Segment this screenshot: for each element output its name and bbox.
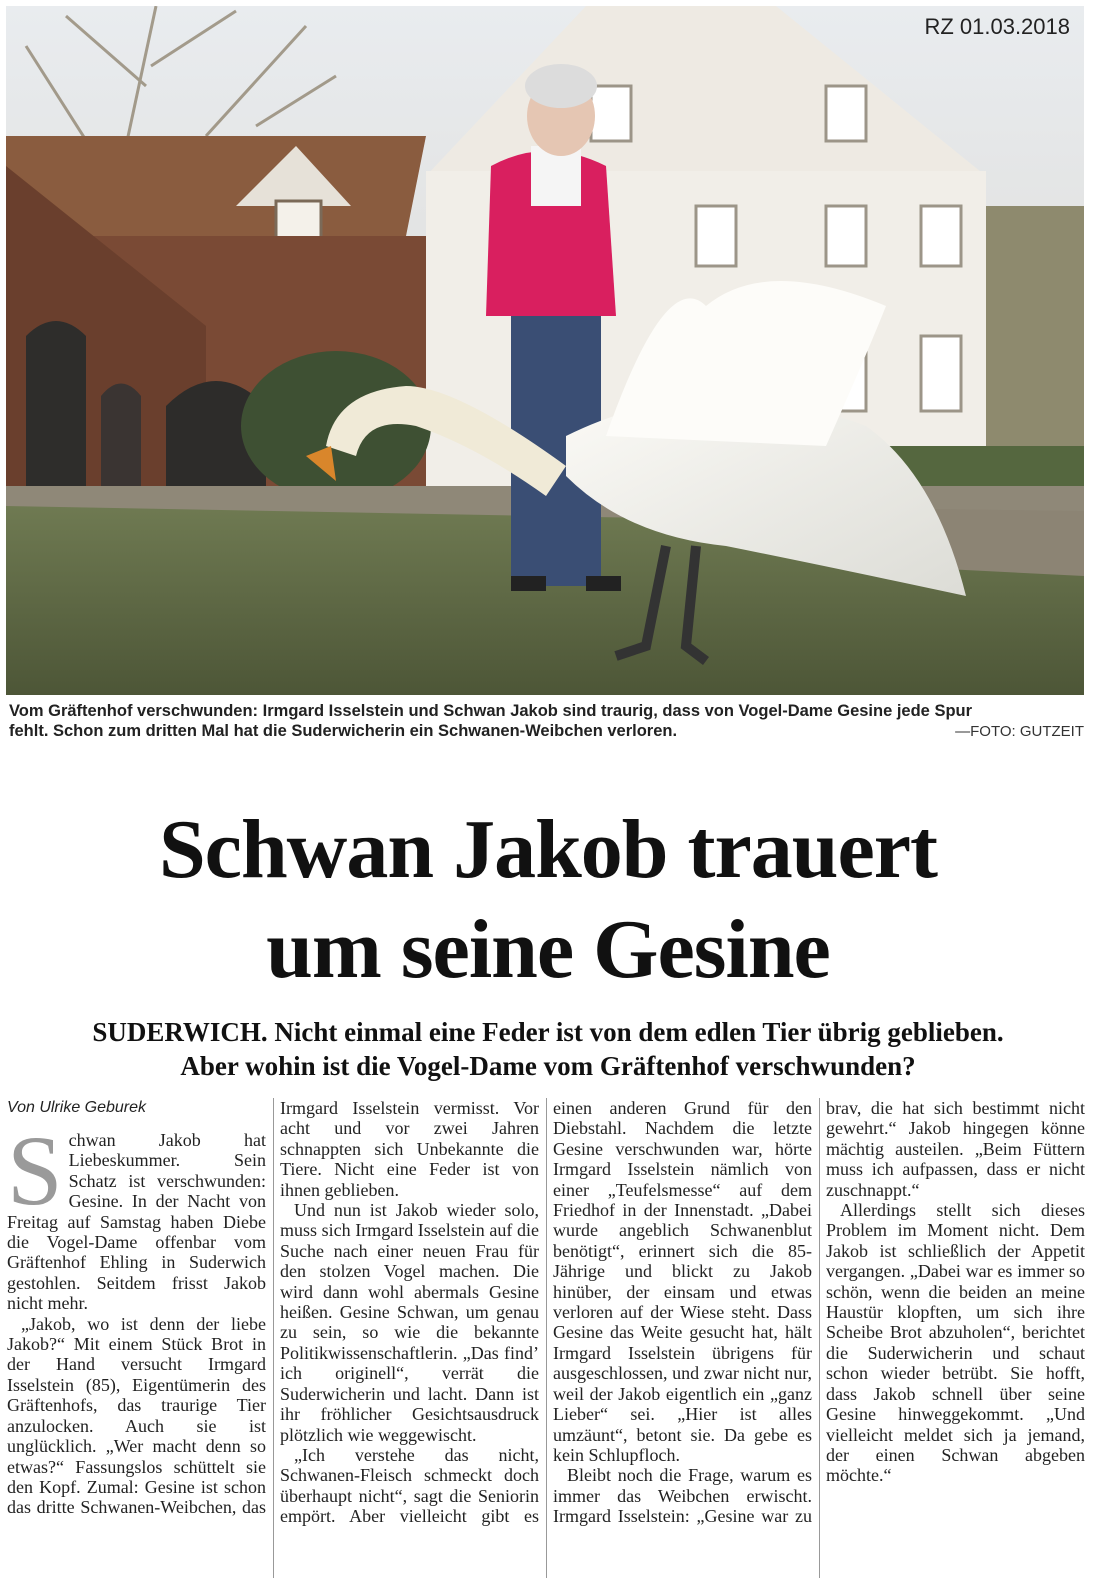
lead-line-1: SUDERWICH. Nicht einmal eine Feder ist von dem edlen Tier übrig geblieben. bbox=[92, 1017, 1004, 1047]
article-paragraph: „Ich verstehe das nicht, Schwanen-Fleisch schmeckt doch überhaupt nicht“, sagt die Seniorin empört. Aber vielleicht gibt es einen anderen Grund für den Diebstahl. Nachdem die letzte Gesine verschwunden war, hörte Irmgard Isselstein nämlich von einer „Teufelsmesse“ auf dem Friedhof in der Innenstadt. „Dabei wurde angeblich Schwanenblut benötigt“, erinnert sich die 85-Jährige und blickt zu Jakob hinüber, der einsam und etwas verloren auf der Wiese steht. Dass Gesine das Weite gesucht hat, hält Irmgard Isselstein übrigens für ausgeschlossen, und zwar nicht nur, weil der Jakob eigentlich ein „ganz Lieber“ sei. „Hier ist alles umzäunt“, betont sie. Da gebe es kein Schlupfloch. bbox=[280, 1098, 812, 1527]
article-paragraph bbox=[7, 1115, 266, 1314]
article-paragraph: Bleibt noch die Frage, warum es immer das Weibchen erwischt. Irmgard Isselstein: „Gesine war zu brav, die hat sich bestimmt nicht gewehrt.“ Jakob hingegen könne mächtig austeilen. „Beim Füttern muss ich aufpassen, dass er nicht zuschnappt.“ bbox=[553, 1098, 1085, 1527]
drop-cap: S bbox=[7, 1115, 63, 1226]
photo-caption bbox=[9, 701, 1083, 741]
article-paragraph: Und nun ist Jakob wieder solo, muss sich Irmgard Isselstein auf die Suche nach einer neuen Frau für den stolzen Vogel machen. Die wird dann wohl abermals Gesine heißen. Gesine Schwan, um genau zu sein, so wie die bekannte Politikwissenschaftlerin. „Das find’ ich originell“, verrät die Suderwicherin und lacht. Dann ist ihr fröhlicher Gesichtsausdruck plötzlich wie weggewischt. bbox=[280, 1200, 539, 1445]
headline-line-1: Schwan Jakob trauert bbox=[158, 803, 938, 896]
headline bbox=[0, 800, 1096, 1000]
article-paragraph: „Jakob, wo ist denn der liebe Jakob?“ Mit einem Stück Brot in der Hand versucht Irmgard Isselstein (85), Eigentümerin des Gräftenhofs, das traurige Tier anzulocken. Auch sie ist unglücklich. „Wer macht denn so etwas?“ Fassungslos schüttelt sie den Kopf. Zumal: Gesine ist schon das dritte Schwanen-Weibchen, das Irmgard Isselstein vermisst. Vor acht und vor zwei Jahren schnappten sich Unbekannte die Tiere. Nicht eine Feder ist von ihnen geblieben. bbox=[7, 1098, 539, 1518]
article-photo bbox=[6, 6, 1084, 695]
article-paragraph: Allerdings stellt sich dieses Problem im Moment nicht. Dem Jakob ist schließlich der Appetit vergangen. „Dabei war es immer so schön, wenn die beiden an meine Haustür klopften, um sich ihre Scheibe Brot abzuholen“, berichtet die Suderwicherin und schaut schon wieder betrübt. Sie hofft, dass Jakob schnell über seine Gesine hinweggekommt. „Und vielleicht meldet sich ja jemand, der einen Schwan abgeben möchte.“ bbox=[826, 1200, 1085, 1486]
photo-credit: —FOTO: GUTZEIT bbox=[955, 723, 1084, 740]
caption-line-2: fehlt. Schon zum dritten Mal hat die Suderwicherin ein Schwanen-Weibchen verloren. bbox=[9, 722, 678, 740]
caption-line-1: Vom Gräftenhof verschwunden: Irmgard Isselstein und Schwan Jakob sind traurig, dass von Vogel-Dame Gesine jede Spur bbox=[9, 702, 973, 720]
headline-line-2: um seine Gesine bbox=[266, 903, 830, 996]
article-body bbox=[7, 1098, 1085, 1578]
paragraph-text: chwan Jakob hat Liebeskummer. Sein Schatz ist verschwunden: Gesine. In der Nacht von Freitag auf Samstag haben Diebe die Vogel-Dame offenbar vom Gräftenhof Ehling in Suderwich gestohlen. Seitdem frisst Jakob nicht mehr. bbox=[7, 1130, 266, 1314]
byline: Von Ulrike Geburek bbox=[7, 1099, 147, 1116]
date-stamp: RZ 01.03.2018 bbox=[924, 14, 1070, 39]
photo-illustration bbox=[6, 6, 1084, 695]
lead-line-2: Aber wohin ist die Vogel-Dame vom Gräftenhof verschwunden? bbox=[180, 1051, 916, 1081]
lead-paragraph bbox=[0, 1015, 1096, 1083]
